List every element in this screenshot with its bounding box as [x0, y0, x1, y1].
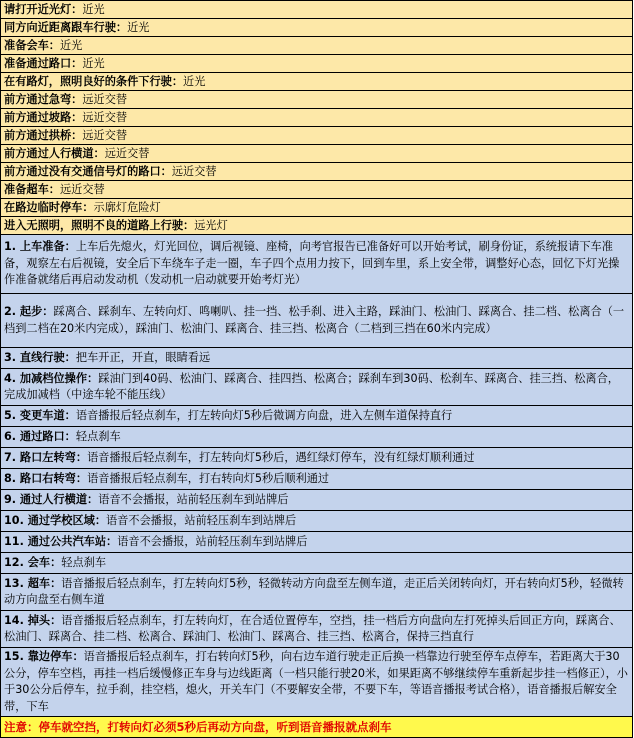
step-title: 12. 会车： — [4, 555, 62, 569]
light-setting: 近光 — [59, 38, 83, 52]
light-row — [1, 217, 633, 235]
step-title: 7. 路口左转弯： — [4, 450, 88, 464]
step-row — [1, 348, 633, 369]
step-row — [1, 448, 633, 469]
light-setting: 远近交替 — [82, 110, 128, 124]
light-condition: 请打开近光灯： — [4, 2, 83, 16]
step-description: 语音不会播报，站前轻压刹车到站牌后 — [106, 513, 297, 527]
step-title: 14. 掉头： — [4, 613, 62, 627]
light-setting: 近光 — [82, 56, 105, 70]
light-row — [1, 73, 633, 91]
step-row — [1, 648, 633, 717]
step-description: 踩离合、踩刹车、左转向灯、鸣喇叭、挂一挡、松手刹、进入主路，踩油门、松油门、踩离合、挂二档、松离合（一档到二档在20米内完成），踩油门、松油门、踩离合、挂三挡、松离合（二档到三挡在60米内完成） — [4, 305, 625, 335]
step-title: 4. 加减档位操作： — [4, 371, 99, 385]
light-row — [1, 1, 633, 19]
light-condition: 前方通过坡路： — [4, 110, 83, 124]
step-description: 把车开正，开直，眼睛看远 — [75, 350, 211, 364]
light-condition: 前方通过没有交通信号灯的路口： — [4, 164, 172, 178]
step-row — [1, 469, 633, 490]
step-row — [1, 511, 633, 532]
step-description: 语音播报后轻点刹车，打右转向灯5秒后顺利通过 — [87, 471, 330, 485]
step-row — [1, 427, 633, 448]
step-description: 语音播报后轻点刹车，打左转向灯5秒，轻微转动方向盘至左侧车道，走正后关闭转向灯，开右转向灯5秒，轻微转动方向盘至右侧车道 — [4, 576, 624, 606]
step-row — [1, 553, 633, 574]
light-row — [1, 199, 633, 217]
step-row — [1, 532, 633, 553]
light-row — [1, 91, 633, 109]
step-row — [1, 369, 633, 406]
step-description: 轻点刹车 — [61, 555, 107, 569]
light-row — [1, 19, 633, 37]
step-title: 15. 靠边停车： — [4, 650, 84, 663]
light-condition: 进入无照明，照明不良的道路上行驶： — [4, 218, 195, 232]
light-setting: 近光 — [127, 20, 150, 34]
light-condition: 前方通过人行横道： — [4, 146, 105, 160]
light-setting: 近光 — [183, 74, 206, 88]
light-row — [1, 145, 633, 163]
light-condition: 前方通过拱桥： — [4, 128, 83, 142]
step-row — [1, 611, 633, 648]
step-title: 1. 上车准备： — [4, 240, 76, 254]
step-description: 语音播报后轻点刹车，打左转向灯5秒后，遇红绿灯停车，没有红绿灯顺利通过 — [87, 450, 475, 464]
step-description: 语音播报后轻点刹车，打左转向灯，在合适位置停车，空挡，挂一档后方向盘向左打死掉头后回正方向，踩离合、松油门、踩离合、挂二档、松离合、踩油门、松油门、踩离合、挂三挡、松离合，保持三挡直行 — [4, 613, 621, 643]
step-title: 5. 变更车道： — [4, 408, 76, 422]
step-title: 11. 通过公共汽车站： — [4, 534, 118, 548]
step-title: 10. 通过学校区域： — [4, 513, 107, 527]
step-title: 13. 超车： — [4, 576, 62, 590]
step-title: 3. 直线行驶： — [4, 350, 76, 364]
step-description: 语音不会播报，站前轻压刹车到站牌后 — [117, 534, 308, 548]
light-setting: 远近交替 — [171, 164, 217, 178]
light-condition: 准备通过路口： — [4, 56, 83, 70]
step-description: 踩油门到40码、松油门、踩离合、挂四挡、松离合；踩刹车到30码、松刹车、踩离合、挂三挡、松离合，完成加减档（中途车轮不能压线） — [4, 371, 619, 401]
footer-note: 注意：停车就空挡，打转向灯必须5秒后再动方向盘，听到语音播报就点刹车 — [1, 717, 633, 738]
step-description: 轻点刹车 — [75, 429, 121, 443]
light-row — [1, 163, 633, 181]
step-row — [1, 235, 633, 294]
step-row — [1, 490, 633, 511]
light-setting: 远近交替 — [82, 128, 128, 142]
step-row — [1, 406, 633, 427]
light-row — [1, 55, 633, 73]
light-setting: 示廓灯危险灯 — [93, 200, 161, 214]
step-title: 2. 起步： — [4, 305, 54, 318]
step-title: 6. 通过路口： — [4, 429, 76, 443]
light-condition: 准备会车： — [4, 38, 60, 52]
light-row — [1, 109, 633, 127]
light-row — [1, 127, 633, 145]
light-setting: 近光 — [82, 2, 105, 16]
step-title: 8. 路口右转弯： — [4, 471, 88, 485]
step-description: 上车后先熄火，灯光回位，调后视镜、座椅，向考官报告已准备好可以开始考试，刷身份证，系统报请下车准备，观察左右后视镜，安全后下车绕车子走一圈，车子四个点用力按下，回到车里，系上安全带，调整好心态，回忆下灯光操作准备就绪后再启动发动机（发动机一启动就要开始考灯光） — [4, 240, 620, 287]
light-condition: 同方向近距离跟车行驶： — [4, 20, 128, 34]
light-setting: 远近交替 — [82, 92, 128, 106]
light-condition: 前方通过急弯： — [4, 92, 83, 106]
light-condition: 准备超车： — [4, 182, 60, 196]
step-row — [1, 294, 633, 348]
step-row — [1, 574, 633, 611]
step-title: 9. 通过人行横道： — [4, 492, 99, 506]
light-row — [1, 37, 633, 55]
light-condition: 在有路灯，照明良好的条件下行驶： — [4, 74, 184, 88]
light-setting: 远近交替 — [104, 146, 150, 160]
light-condition: 在路边临时停车： — [4, 200, 94, 214]
light-setting: 远近交替 — [59, 182, 105, 196]
step-description: 语音不会播报，站前轻压刹车到站牌后 — [98, 492, 289, 506]
step-description: 语音播报后轻点刹车，打右转向灯5秒，向右边车道行驶走正后换一档靠边行驶至停车点停车，若距离大于30公分，停车空档，再挂一档后缓慢修正车身与边线距离（一档只能行驶20米，如果距离不够继续停车重新起步挂一档修正），小于30公分后停车，拉手刹，挂空档，熄火，开关车门（不要解安全带，不要下车，等语音播报考试合格），语音播报后解安全带，下车 — [4, 650, 628, 713]
light-setting: 远光灯 — [194, 218, 228, 232]
step-description: 语音播报后轻点刹车，打左转向灯5秒后微调方向盘，进入左侧车道保持直行 — [75, 408, 453, 422]
light-row — [1, 181, 633, 199]
